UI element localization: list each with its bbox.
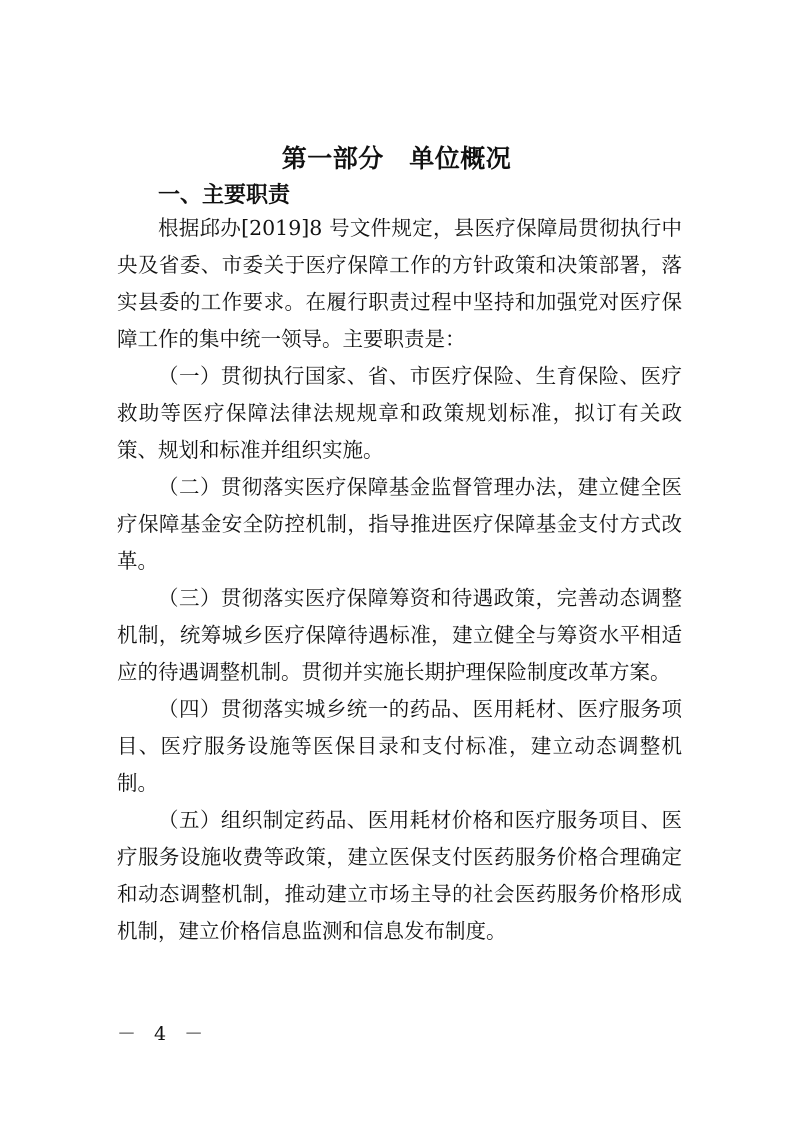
body-text xyxy=(117,210,682,950)
page-number: － 4 － xyxy=(117,1023,210,1045)
paragraph-duty-3: （三）贯彻落实医疗保障筹资和待遇政策，完善动态调整机制，统筹城乡医疗保障待遇标准，建立健全与筹资水平相适应的待遇调整机制。贯彻并实施长期护理保险制度改革方案。 xyxy=(117,586,682,684)
section-heading: 一、主要职责 xyxy=(158,183,291,208)
page-title: 第一部分 单位概况 xyxy=(281,144,512,173)
paragraph-intro: 根据邱办[2019]8 号文件规定，县医疗保障局贯彻执行中央及省委、市委关于医疗保障工作的方针政策和决策部署，落实县委的工作要求。在履行职责过程中坚持和加强党对医疗保障工作的集中统一领导。主要职责是： xyxy=(117,216,682,351)
paragraph-duty-1: （一）贯彻执行国家、省、市医疗保险、生育保险、医疗救助等医疗保障法律法规规章和政策规划标准，拟订有关政策、规划和标准并组织实施。 xyxy=(117,364,682,462)
paragraph-duty-2: （二）贯彻落实医疗保障基金监督管理办法，建立健全医疗保障基金安全防控机制，指导推进医疗保障基金支付方式改革。 xyxy=(117,475,682,573)
paragraph-duty-4: （四）贯彻落实城乡统一的药品、医用耗材、医疗服务项目、医疗服务设施等医保目录和支付标准，建立动态调整机制。 xyxy=(117,697,682,795)
paragraph-duty-5: （五）组织制定药品、医用耗材价格和医疗服务项目、医疗服务设施收费等政策，建立医保支付医药服务价格合理确定和动态调整机制，推动建立市场主导的社会医药服务价格形成机制，建立价格信息监测和信息发布制度。 xyxy=(117,808,682,943)
